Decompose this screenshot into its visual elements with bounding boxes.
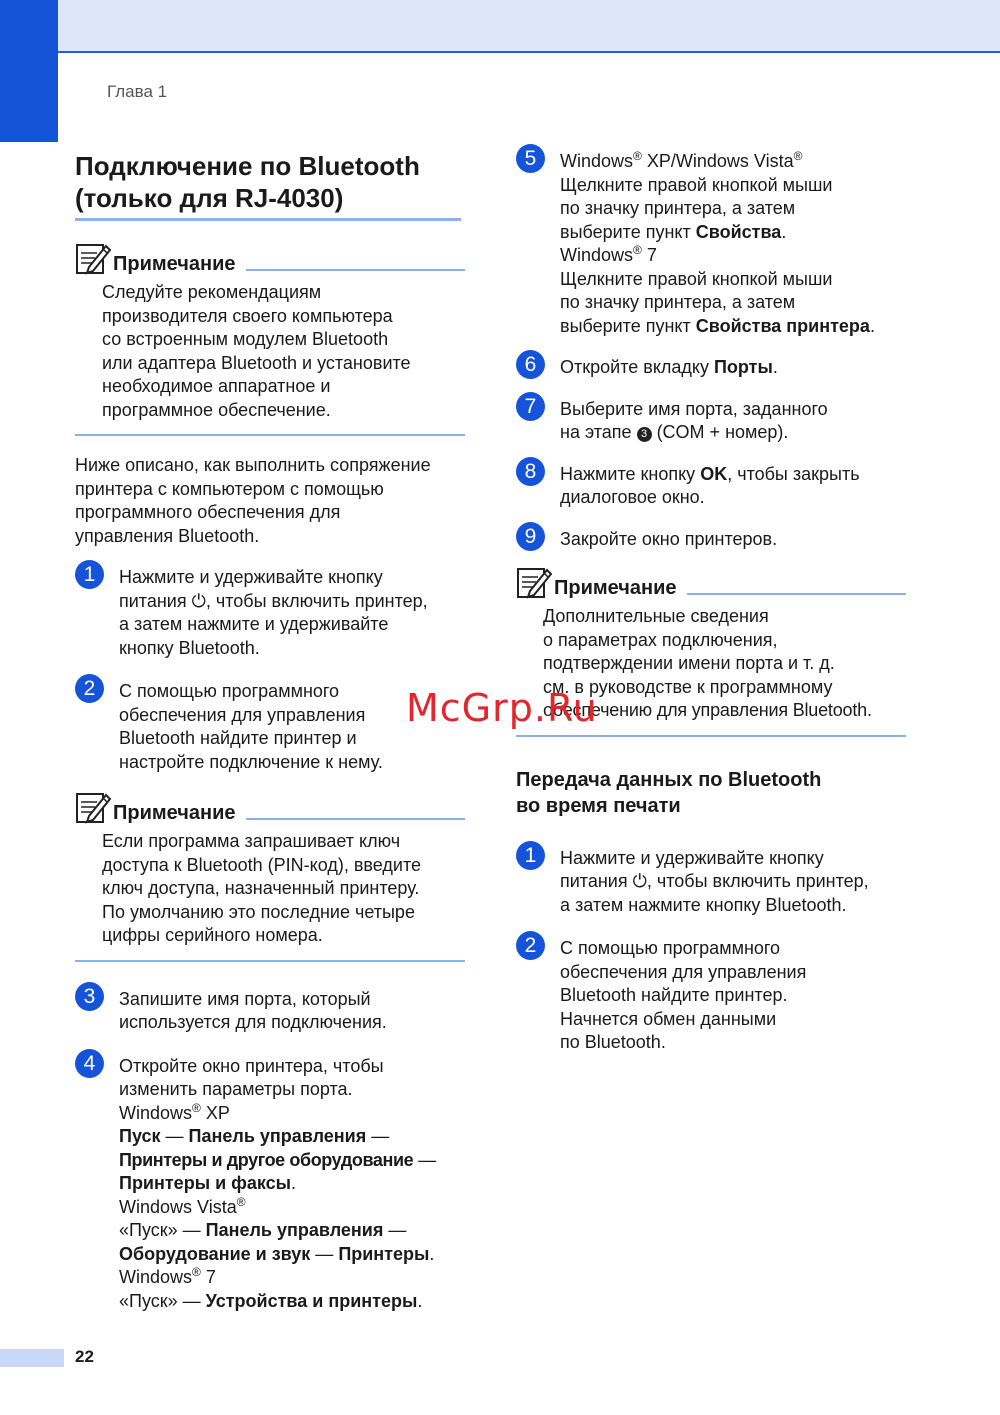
step-line: Откройте окно принтера, чтобы (119, 1055, 384, 1076)
note-label: Примечание (113, 802, 236, 824)
step-line: Выберите имя порта, заданного (560, 398, 828, 419)
step-line: по значку принтера, а затем (560, 292, 796, 312)
step-line: диалоговое окно. (560, 487, 705, 507)
step-line: используется для подключения. (119, 1012, 387, 1032)
note-line: со встроенным модулем Bluetooth (102, 329, 389, 349)
intro-line: Ниже описано, как выполнить сопряжение (75, 455, 431, 475)
step-line: выберите пункт Свойства. (560, 221, 787, 242)
step-line: С помощью программного (560, 938, 781, 958)
note-pencil-icon (516, 565, 552, 599)
step-line: изменить параметры порта. (119, 1079, 353, 1099)
step-line: питания ⏻, чтобы включить принтер, (119, 590, 428, 611)
left-column (75, 150, 465, 1313)
step-text (560, 150, 875, 338)
step-line: Начнется обмен данными (560, 1008, 777, 1029)
page-number: 22 (75, 1347, 94, 1366)
note-line: см. в руководстве к программному (543, 676, 833, 697)
note-body (102, 281, 465, 422)
step-9 (516, 524, 906, 552)
note-line: подтверждении имени порта и т. д. (543, 653, 835, 673)
step-number-badge: 5 (516, 144, 545, 173)
step-text (560, 398, 828, 445)
step-text (119, 988, 387, 1035)
note-line: По умолчанию это последние четыре (102, 901, 415, 922)
step-7 (516, 394, 906, 445)
chapter-tab (0, 0, 58, 142)
title-rule (75, 218, 461, 221)
header-rule (58, 51, 1000, 53)
step-text (119, 680, 383, 774)
title-line-1: Подключение по Bluetooth (75, 151, 420, 181)
chapter-label: Глава 1 (107, 82, 168, 101)
step-number-badge: 2 (516, 931, 545, 960)
print-step-2 (516, 934, 906, 1055)
note-line: производителя своего компьютера (102, 305, 393, 326)
step-line: на этапе 3 (COM + номер). (560, 422, 789, 442)
step-1 (75, 563, 465, 660)
step-line: а затем нажмите кнопку Bluetooth. (560, 894, 847, 915)
step-number-badge: 1 (516, 841, 545, 870)
step-line: С помощью программного (119, 681, 340, 701)
step-text (560, 847, 869, 918)
footer-band (0, 1349, 64, 1367)
step-ref-badge: 3 (637, 427, 652, 442)
step-text (560, 528, 777, 552)
note-line: или адаптера Bluetooth и установите (102, 352, 411, 373)
print-step-1 (516, 843, 906, 918)
step-line: Принтеры и другое оборудование — (119, 1149, 437, 1170)
step-line: настройте подключение к нему. (119, 751, 383, 772)
step-line: Нажмите кнопку OK, чтобы закрыть (560, 463, 860, 484)
note-bottom-rule (75, 434, 465, 436)
power-icon: ⏻ (191, 590, 206, 611)
step-line: Запишите имя порта, который (119, 988, 371, 1009)
step-line: по значку принтера, а затем (560, 198, 796, 218)
subtitle-line-1: Передача данных по Bluetooth (516, 768, 822, 791)
step-5 (516, 147, 906, 338)
title-line-2: (только для RJ-4030) (75, 183, 344, 213)
note-line: Дополнительные сведения (543, 606, 769, 626)
step-line: Принтеры и факсы. (119, 1173, 297, 1193)
note-line: необходимое аппаратное и (102, 376, 331, 396)
step-6 (516, 353, 906, 380)
step-line: кнопку Bluetooth. (119, 637, 260, 658)
note-1 (75, 241, 465, 436)
subtitle-line-2: во время печати (516, 794, 681, 817)
step-3 (75, 984, 465, 1035)
step-number-badge: 6 (516, 350, 545, 379)
note-rule (687, 593, 906, 595)
step-text (119, 1055, 436, 1314)
step-text (119, 566, 428, 660)
step-4 (75, 1051, 465, 1314)
step-number-badge: 9 (516, 522, 545, 551)
step-number-badge: 1 (75, 560, 104, 589)
step-number-badge: 8 (516, 457, 545, 486)
watermark: McGrp.Ru (406, 686, 598, 730)
note-bottom-rule (75, 960, 465, 962)
step-line: Windows® 7 (119, 1265, 216, 1287)
step-line: питания ⏻, чтобы включить принтер, (560, 871, 869, 891)
step-line: Пуск — Панель управления — (119, 1126, 390, 1146)
step-line: выберите пункт Свойства принтера. (560, 315, 875, 336)
step-8 (516, 459, 906, 510)
note-pencil-icon (75, 241, 111, 275)
intro-line: управления Bluetooth. (75, 525, 260, 546)
step-line: Нажмите и удерживайте кнопку (560, 847, 824, 868)
intro-paragraph (75, 454, 465, 548)
note-line: обеспечению для управления Bluetooth. (543, 700, 872, 720)
step-line: Windows® 7 (560, 243, 657, 265)
intro-line: программного обеспечения для (75, 502, 341, 522)
note-body (102, 830, 465, 948)
step-number-badge: 3 (75, 982, 104, 1011)
note-label: Примечание (113, 253, 236, 275)
step-line: Закройте окно принтеров. (560, 528, 778, 549)
note-label: Примечание (554, 577, 677, 599)
note-line: доступа к Bluetooth (PIN-код), введите (102, 854, 421, 875)
note-bottom-rule (516, 735, 906, 737)
note-line: ключ доступа, назначенный принтеру. (102, 878, 420, 898)
note-line: о параметрах подключения, (543, 629, 778, 650)
intro-line: принтера с компьютером с помощью (75, 478, 384, 499)
note-line: Если программа запрашивает ключ (102, 831, 401, 851)
step-line: Windows® XP (119, 1100, 230, 1123)
step-line: обеспечения для управления (560, 961, 807, 982)
header-band (0, 0, 1000, 52)
step-line: Откройте вкладку Порты. (560, 357, 778, 377)
step-line: Bluetooth найдите принтер. (560, 985, 788, 1005)
power-icon: ⏻ (632, 871, 647, 891)
note-rule (246, 818, 465, 820)
step-line: «Пуск» — Устройства и принтеры. (119, 1290, 423, 1311)
step-number-badge: 2 (75, 674, 104, 703)
step-line: Щелкните правой кнопкой мыши (560, 268, 833, 289)
step-line: Windows® XP/Windows Vista® (560, 149, 803, 171)
step-text (560, 937, 806, 1055)
note-line: программное обеспечение. (102, 399, 331, 420)
step-line: Оборудование и звук — Принтеры. (119, 1243, 435, 1264)
step-line: Windows Vista® (119, 1194, 246, 1217)
note-line: Следуйте рекомендациям (102, 282, 322, 302)
note-line: цифры серийного номера. (102, 925, 323, 945)
step-number-badge: 7 (516, 392, 545, 421)
step-line: «Пуск» — Панель управления — (119, 1220, 407, 1240)
step-line: Bluetooth найдите принтер и (119, 728, 357, 748)
note-2 (75, 790, 465, 962)
step-line: Нажмите и удерживайте кнопку (119, 567, 383, 587)
note-pencil-icon (75, 790, 111, 824)
step-text (560, 463, 860, 510)
step-text (560, 356, 778, 380)
right-column (516, 146, 906, 1055)
step-line: по Bluetooth. (560, 1032, 666, 1052)
step-line: обеспечения для управления (119, 704, 366, 725)
step-line: а затем нажмите и удерживайте (119, 614, 389, 634)
section-subtitle (516, 767, 906, 819)
note-rule (246, 269, 465, 271)
step-line: Щелкните правой кнопкой мыши (560, 174, 833, 195)
step-number-badge: 4 (75, 1049, 104, 1078)
page-title (75, 150, 465, 214)
